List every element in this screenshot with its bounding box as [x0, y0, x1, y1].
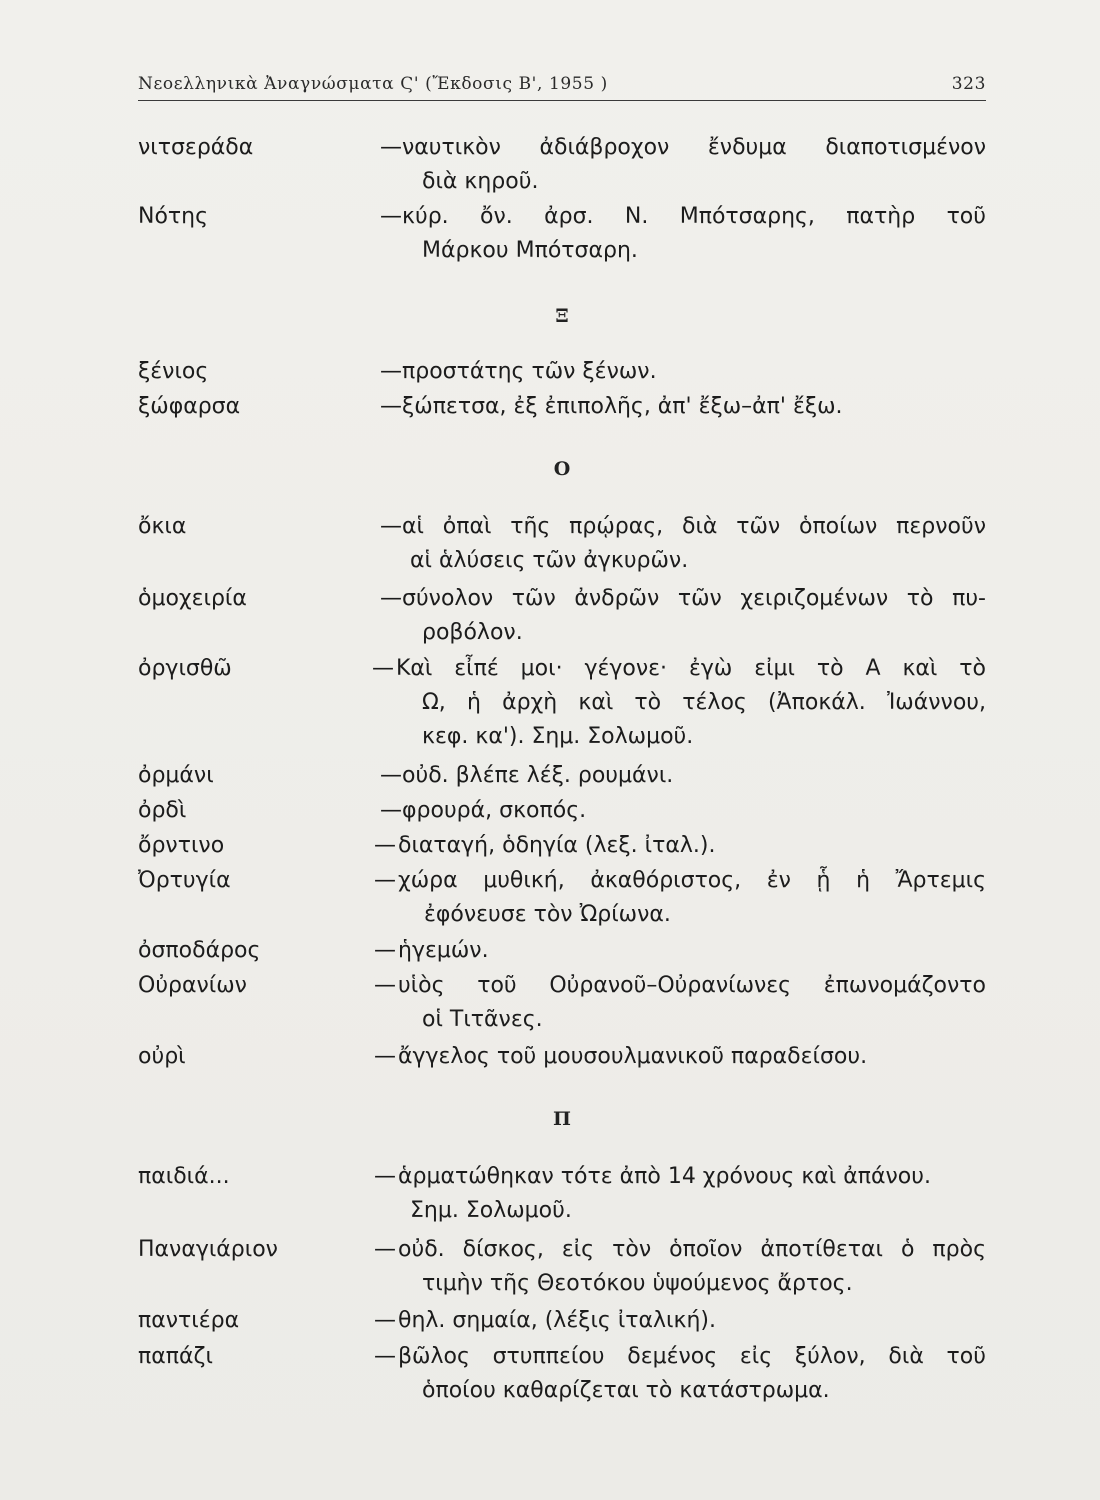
entry-dash: — — [374, 1308, 396, 1333]
definition-line: προστάτης τῶν ξένων. — [402, 359, 657, 384]
definition-line: αἱ ὀπαὶ τῆς πρῴρας, διὰ τῶν ὁποίων περνοῦν — [402, 514, 986, 539]
definition-line: ναυτικὸν ἀδιάβροχον ἔνδυμα διαποτισμένον — [402, 135, 986, 160]
entry-term: ὄρντινο — [138, 833, 225, 858]
entry-term: ὁμοχειρία — [138, 586, 247, 611]
entry-term: Ὀρτυγία — [138, 868, 231, 893]
page-number: 323 — [951, 74, 986, 94]
entry-dash: — — [374, 1164, 396, 1189]
entry-definition — [398, 1304, 986, 1338]
entry-dash: — — [380, 359, 402, 384]
entry-dash: — — [380, 394, 402, 419]
entry-dash: — — [372, 656, 394, 681]
entry-definition — [398, 934, 986, 968]
definition-line: τιμὴν τῆς Θεοτόκου ὑψούμενος ἄρτος. — [422, 1271, 853, 1296]
definition-line: διαταγή, ὁδηγία (λεξ. ἰταλ.). — [398, 833, 716, 858]
entry-definition — [398, 1233, 986, 1301]
entry-term: νιτσεράδα — [138, 135, 254, 160]
section-letter: Ο — [553, 458, 571, 480]
entry-term: ὀσποδάρος — [138, 938, 261, 963]
entry-dash: — — [374, 1237, 396, 1262]
entry-dash: — — [374, 973, 396, 998]
definition-line: χώρα μυθική, ἀκαθόριστος, ἐν ᾗ ἡ Ἄρτεμις — [398, 868, 986, 893]
definition-line: κεφ. κα'). Σημ. Σολωμοῦ. — [422, 724, 694, 749]
definition-line: ἁρματώθηκαν τότε ἀπὸ 14 χρόνους καὶ ἀπάνου. — [398, 1164, 931, 1189]
entry-definition — [398, 829, 986, 863]
entry-term: ὀρδὶ — [138, 798, 187, 823]
entry-term: ὀρμάνι — [138, 763, 214, 788]
entry-dash: — — [380, 586, 402, 611]
entry-definition — [402, 794, 986, 828]
entry-dash: — — [374, 1044, 396, 1069]
entry-dash: — — [374, 868, 396, 893]
entry-dash: — — [374, 833, 396, 858]
section-letter: Π — [553, 1108, 571, 1130]
definition-line: ἄγγελος τοῦ μουσουλμανικοῦ παραδείσου. — [398, 1044, 868, 1069]
entry-term: ὀργισθῶ — [138, 656, 232, 681]
entry-term: ξένιος — [138, 359, 209, 384]
entry-definition — [396, 652, 986, 754]
definition-line: Καὶ εἶπέ μοι· γέγονε· ἐγὼ εἰμι τὸ Α καὶ τὸ — [396, 656, 986, 681]
entry-dash: — — [380, 135, 402, 160]
definition-line: ροβόλον. — [422, 620, 523, 645]
entry-term: παντιέρα — [138, 1308, 240, 1333]
definition-line: ξώπετσα, ἐξ ἐπιπολῆς, ἀπ' ἔξω–ἀπ' ἔξω. — [402, 394, 843, 419]
running-title: Νεοελληνικὰ Ἀναγνώσματα Ϛ' (Ἔκδοσις Β', 1955 ) — [138, 74, 608, 94]
definition-line: Ω, ἡ ἀρχὴ καὶ τὸ τέλος (Ἀποκάλ. Ἰωάννου, — [422, 690, 986, 715]
entry-definition — [402, 759, 986, 793]
entry-definition — [402, 390, 986, 424]
definition-line: υἱὸς τοῦ Οὐρανοῦ–Οὐρανίωνες ἐπωνομάζοντο — [398, 973, 986, 998]
definition-line: οὐδ. δίσκος, εἰς τὸν ὁποῖον ἀποτίθεται ὁ πρὸς — [398, 1237, 986, 1262]
entry-dash: — — [374, 1344, 396, 1369]
entry-definition — [398, 1340, 986, 1408]
definition-line: βῶλος στυππείου δεμένος εἰς ξύλον, διὰ τοῦ — [398, 1344, 986, 1369]
definition-line: θηλ. σημαία, (λέξις ἰταλική). — [398, 1308, 716, 1333]
entry-term: οὐρὶ — [138, 1044, 186, 1069]
entry-definition — [402, 582, 986, 650]
entry-dash: — — [380, 514, 402, 539]
definition-line: ἡγεμών. — [398, 938, 489, 963]
definition-line: οὐδ. βλέπε λέξ. ρουμάνι. — [402, 763, 674, 788]
definition-line: αἱ ἁλύσεις τῶν ἀγκυρῶν. — [410, 548, 689, 573]
definition-line: ὁποίου καθαρίζεται τὸ κατάστρωμα. — [422, 1378, 830, 1403]
entry-dash: — — [380, 798, 402, 823]
entry-definition — [402, 355, 986, 389]
entry-dash: — — [380, 763, 402, 788]
definition-line: οἱ Τιτᾶνες. — [422, 1007, 543, 1032]
definition-line: φρουρά, σκοπός. — [402, 798, 587, 823]
entry-term: παιδιά... — [138, 1164, 230, 1189]
entry-dash: — — [380, 204, 402, 229]
entry-definition — [398, 1160, 986, 1228]
definition-line: Σημ. Σολωμοῦ. — [410, 1198, 572, 1223]
entry-term: Οὐρανίων — [138, 973, 247, 998]
section-letter: Ξ — [555, 305, 569, 327]
entry-dash: — — [374, 938, 396, 963]
entry-term: παπάζι — [138, 1344, 213, 1369]
entry-term: ξώφαρσα — [138, 394, 241, 419]
entry-definition — [402, 510, 986, 578]
entry-term: Παναγιάριον — [138, 1237, 278, 1262]
definition-line: ἐφόνευσε τὸν Ὠρίωνα. — [424, 902, 671, 927]
entry-definition — [398, 969, 986, 1037]
definition-line: διὰ κηροῦ. — [422, 169, 539, 194]
definition-line: Μάρκου Μπότσαρη. — [422, 238, 638, 263]
entry-term: ὄκια — [138, 514, 187, 539]
entry-definition — [402, 200, 986, 268]
entry-term: Νότης — [138, 204, 209, 229]
entry-definition — [402, 131, 986, 199]
entry-definition — [398, 1040, 986, 1074]
entry-definition — [398, 864, 986, 932]
definition-line: σύνολον τῶν ἀνδρῶν τῶν χειριζομένων τὸ πυ- — [402, 586, 986, 611]
definition-line: κύρ. ὄν. ἀρσ. Ν. Μπότσαρης, πατὴρ τοῦ — [402, 204, 986, 229]
